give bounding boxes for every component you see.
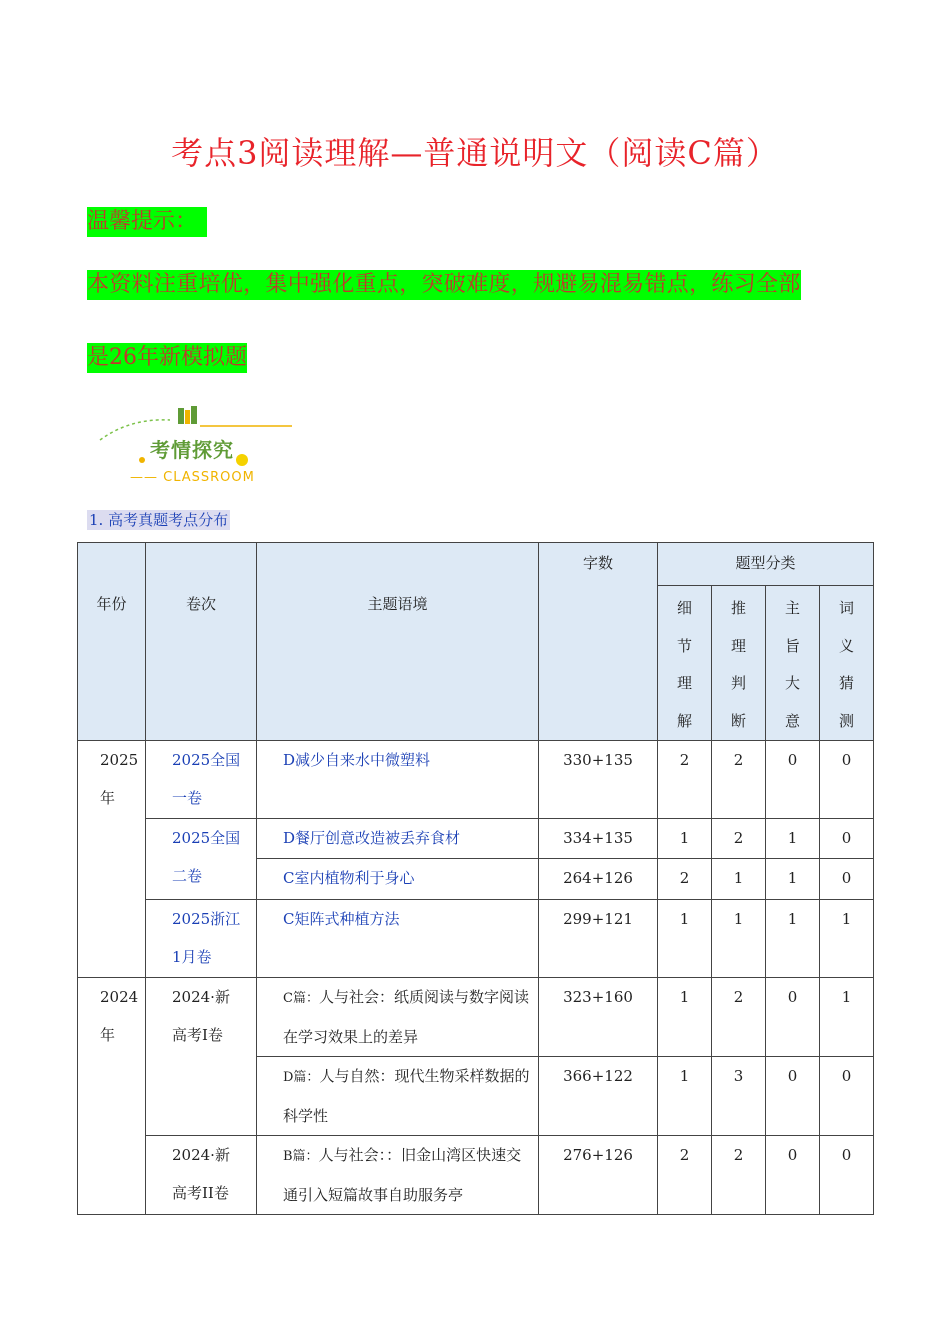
- header-juan: 卷次: [146, 543, 257, 741]
- header-year: 年份: [78, 543, 146, 741]
- header-words: 字数: [539, 543, 658, 741]
- count-cell: 2: [658, 1136, 712, 1215]
- words-cell: 330+135: [539, 741, 658, 819]
- count-cell: 0: [820, 1136, 874, 1215]
- words-cell: 264+126: [539, 859, 658, 900]
- count-cell: 1: [712, 859, 766, 900]
- header-types: 题型分类: [658, 543, 874, 586]
- table-row: [78, 819, 874, 859]
- count-cell: 0: [766, 1136, 820, 1215]
- logo-text: 考情探究: [150, 438, 234, 462]
- count-cell: 1: [766, 859, 820, 900]
- count-cell: 0: [820, 859, 874, 900]
- count-cell: 0: [820, 1057, 874, 1136]
- topic-cell: C室内植物利于身心: [257, 859, 539, 900]
- juan-cell: 2024·新高考II卷: [146, 1136, 257, 1215]
- count-cell: 1: [658, 1057, 712, 1136]
- count-cell: 2: [658, 859, 712, 900]
- header-word-meaning: 词 义 猜 测: [820, 586, 874, 741]
- topic-cell: D餐厅创意改造被丢弃食材: [257, 819, 539, 859]
- count-cell: 0: [766, 978, 820, 1057]
- topic-cell: B篇：人与社会：：旧金山湾区快速交通引入短篇故事自助服务亭: [257, 1136, 539, 1215]
- words-cell: 299+121: [539, 900, 658, 978]
- count-cell: 3: [712, 1057, 766, 1136]
- topic-cell: D减少自来水中微塑料: [257, 741, 539, 819]
- count-cell: 0: [766, 1057, 820, 1136]
- header-topic: 主题语境: [257, 543, 539, 741]
- juan-cell: 2025全国一卷: [146, 741, 257, 819]
- topic-cell: C矩阵式种植方法: [257, 900, 539, 978]
- juan-cell: 2025全国二卷: [146, 819, 257, 900]
- count-cell: 2: [712, 978, 766, 1057]
- table-row: [78, 900, 874, 978]
- words-cell: 276+126: [539, 1136, 658, 1215]
- count-cell: 1: [820, 900, 874, 978]
- table-row: [78, 1136, 874, 1215]
- words-cell: 334+135: [539, 819, 658, 859]
- tip-text-line2: 是26年新模拟题: [87, 343, 247, 373]
- header-detail: 细 节 理 解: [658, 586, 712, 741]
- count-cell: 2: [712, 1136, 766, 1215]
- year-cell: 2025年: [78, 741, 146, 978]
- words-cell: 323+160: [539, 978, 658, 1057]
- topic-cell: C篇：人与社会：纸质阅读与数字阅读在学习效果上的差异: [257, 978, 539, 1057]
- topic-cell: D篇：人与自然：现代生物采样数据的科学性: [257, 1057, 539, 1136]
- header-main-idea: 主 旨 大 意: [766, 586, 820, 741]
- tip-label: 温馨提示：: [87, 207, 207, 237]
- section-heading: 1. 高考真题考点分布: [89, 511, 229, 529]
- count-cell: 1: [820, 978, 874, 1057]
- count-cell: 2: [658, 741, 712, 819]
- juan-cell: 2024·新高考I卷: [146, 978, 257, 1136]
- count-cell: 0: [820, 819, 874, 859]
- count-cell: 1: [766, 819, 820, 859]
- header-inference: 推 理 判 断: [712, 586, 766, 741]
- count-cell: 2: [712, 819, 766, 859]
- count-cell: 1: [766, 900, 820, 978]
- page-title: 考点3阅读理解—普通说明文（阅读C篇）: [171, 134, 779, 172]
- count-cell: 1: [658, 978, 712, 1057]
- count-cell: 1: [658, 900, 712, 978]
- table-row: [78, 978, 874, 1057]
- words-cell: 366+122: [539, 1057, 658, 1136]
- year-cell: 2024年: [78, 978, 146, 1215]
- count-cell: 2: [712, 741, 766, 819]
- count-cell: 0: [820, 741, 874, 819]
- count-cell: 1: [658, 819, 712, 859]
- exam-distribution-table: [77, 542, 874, 1215]
- table-row: [78, 741, 874, 819]
- classroom-logo: [90, 398, 300, 493]
- juan-cell: 2025浙江1月卷: [146, 900, 257, 978]
- count-cell: 0: [766, 741, 820, 819]
- tip-text-line1: 本资料注重培优，集中强化重点，突破难度，规避易混易错点，练习全部: [87, 270, 801, 300]
- logo-subtitle: —— CLASSROOM: [130, 470, 255, 485]
- count-cell: 1: [712, 900, 766, 978]
